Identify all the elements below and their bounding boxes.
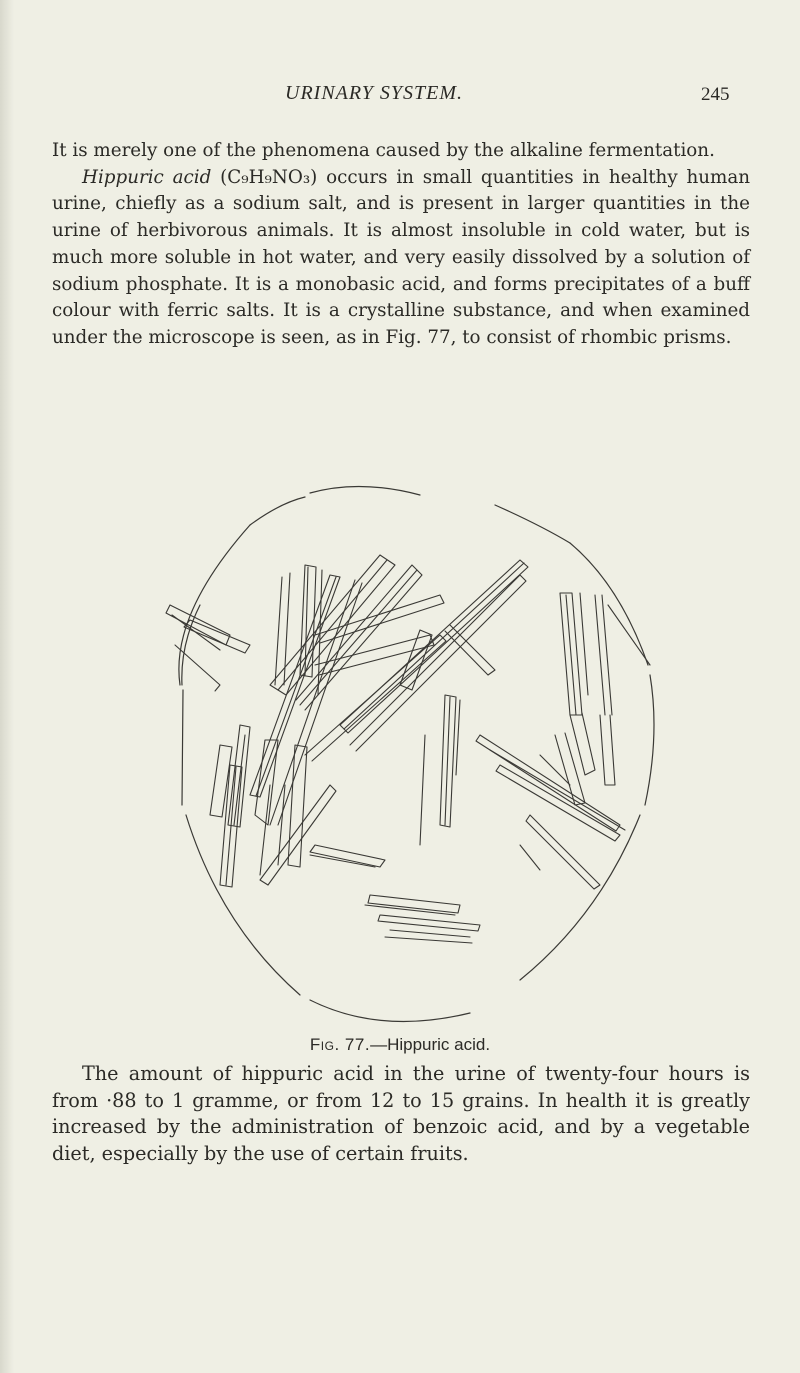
paragraph-third: The amount of hippuric acid in the urine of twenty-four hours is from ·88 to 1 gramme, or from 12 to 15 grains. In health it is greatly increased by the administration of benzoic acid, and by a vegetable diet, especially by the use of certain fruits. xyxy=(52,1062,750,1165)
figure-caption-text: —Hippuric acid. xyxy=(370,1035,491,1054)
term-hippuric-acid: Hippuric acid xyxy=(82,166,212,188)
figure-label: Fig. 77. xyxy=(309,1035,371,1054)
page-header xyxy=(0,82,800,112)
figure-77 xyxy=(100,485,660,1030)
text-block-lower xyxy=(52,1061,750,1167)
hippuric-acid-crystals-illustration xyxy=(100,485,660,1030)
running-head: URINARY SYSTEM. xyxy=(285,82,463,104)
chemical-formula: (C₉H₉NO₃) xyxy=(220,166,318,188)
figure-caption xyxy=(0,1035,800,1055)
text-block-upper xyxy=(52,138,750,352)
paragraph-first: It is merely one of the phenomena caused by the alkaline fermentation. xyxy=(52,140,715,161)
paragraph-second xyxy=(52,165,750,352)
paragraph-second-text: occurs in small quantities in healthy human urine, chiefly as a sodium salt, and is present in larger quantities in the urine of herbivorous animals. It is almost insoluble in cold water, but is much more soluble in hot water, and very easily dissolved by a solution of sodium phosphate. It is a monobasic acid, and forms precipitates of a buff colour with ferric salts. It is a crystalline substance, and when examined under the microscope is seen, as in Fig. 77, to consist of rhombic prisms. xyxy=(52,166,751,348)
page-number: 245 xyxy=(701,84,730,105)
page-edge xyxy=(0,0,14,1373)
